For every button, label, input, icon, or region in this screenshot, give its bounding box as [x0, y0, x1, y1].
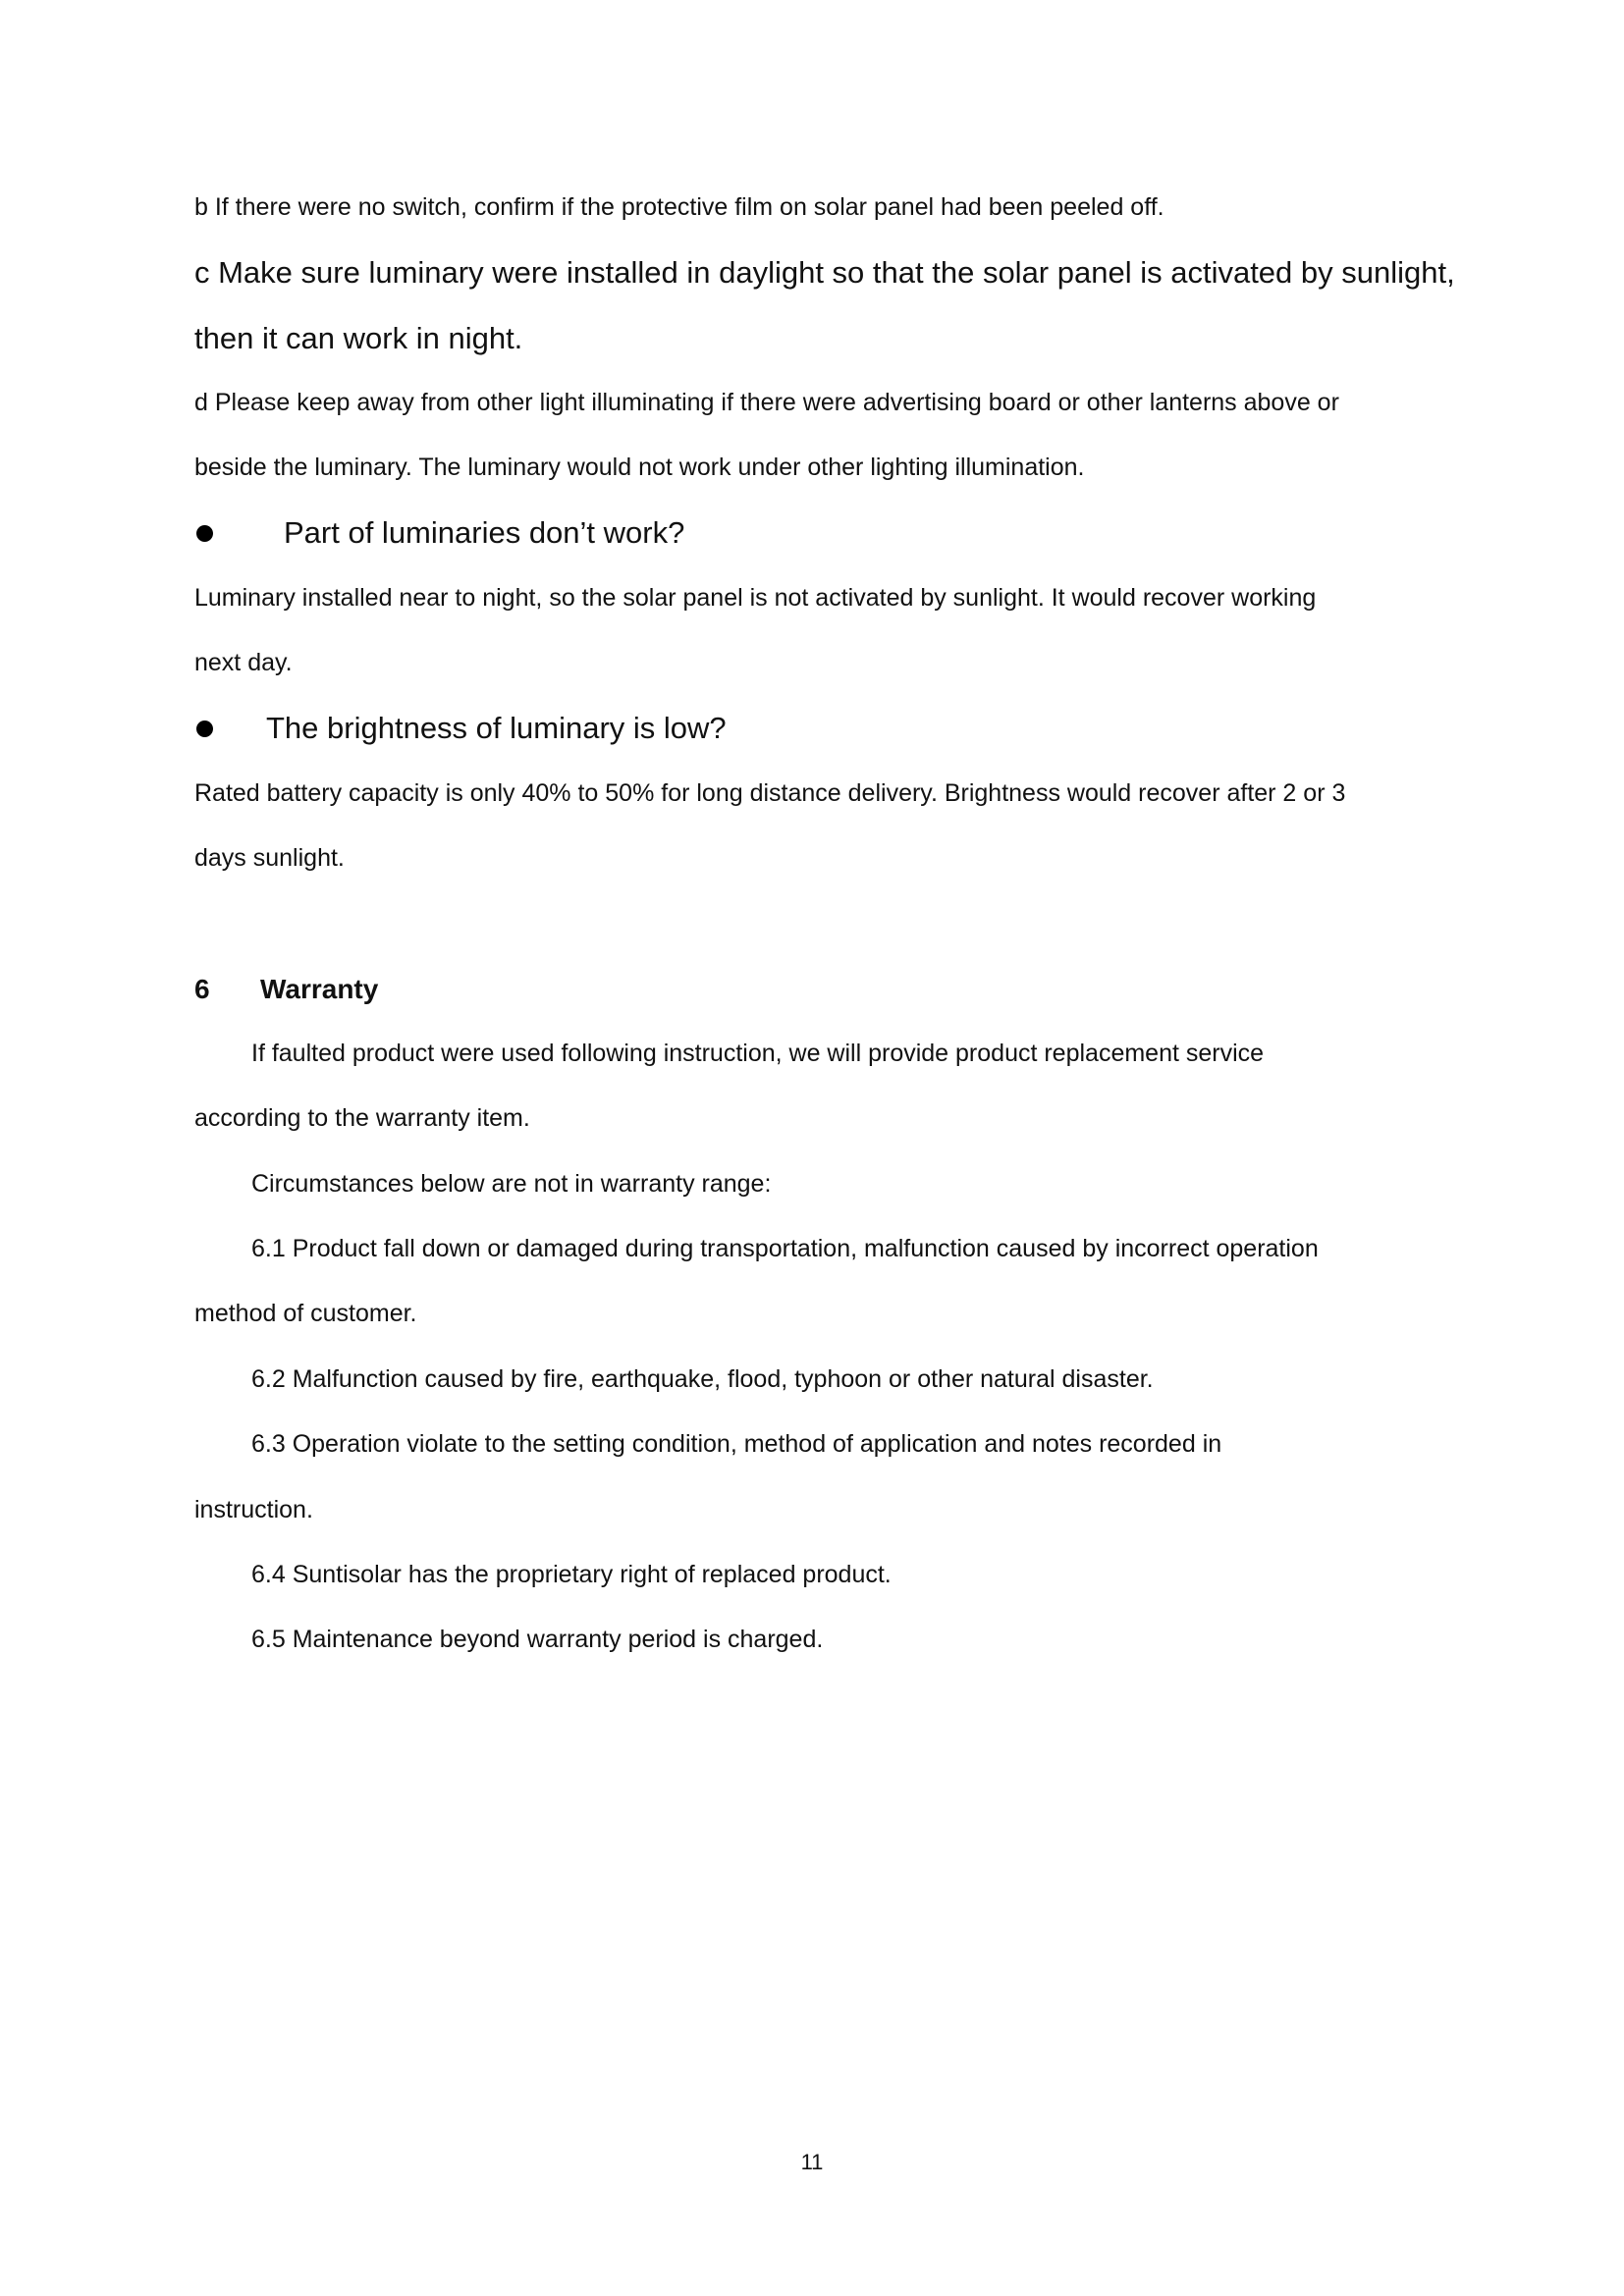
warranty-intro-2: according to the warranty item. — [194, 1104, 530, 1132]
warranty-item-6-3: 6.3 Operation violate to the setting condition, method of application and notes recorded in — [251, 1430, 1222, 1458]
warranty-item-6-3-cont: instruction. — [194, 1496, 313, 1523]
troubleshoot-line-c2: then it can work in night. — [194, 321, 523, 355]
bullet-answer-1b: next day. — [194, 649, 293, 676]
bullet-answer-2a: Rated battery capacity is only 40% to 50% for long distance delivery. Brightness would recover after 2 or 3 — [194, 779, 1346, 807]
section-number: 6 — [194, 974, 210, 1004]
page-number: 11 — [800, 2150, 824, 2174]
bullet-answer-2b: days sunlight. — [194, 844, 345, 872]
troubleshoot-line-c1: c Make sure luminary were installed in daylight so that the solar panel is activated by sunlight, — [194, 255, 1455, 290]
bullet-dot-icon — [196, 721, 213, 737]
warranty-circumstances: Circumstances below are not in warranty range: — [251, 1170, 772, 1198]
bullet-question-2: The brightness of luminary is low? — [266, 711, 727, 745]
troubleshoot-line-b: b If there were no switch, confirm if the protective film on solar panel had been peeled off. — [194, 193, 1164, 221]
warranty-item-6-4: 6.4 Suntisolar has the proprietary right of replaced product. — [251, 1561, 892, 1588]
warranty-item-6-5: 6.5 Maintenance beyond warranty period is charged. — [251, 1626, 824, 1653]
bullet-answer-1a: Luminary installed near to night, so the solar panel is not activated by sunlight. It would recover working — [194, 584, 1317, 612]
warranty-intro-1: If faulted product were used following instruction, we will provide product replacement service — [251, 1040, 1265, 1067]
warranty-item-6-2: 6.2 Malfunction caused by fire, earthquake, flood, typhoon or other natural disaster. — [251, 1365, 1154, 1393]
section-title: Warranty — [260, 974, 379, 1004]
bullet-question-1: Part of luminaries don’t work? — [284, 515, 685, 550]
warranty-item-6-1-cont: method of customer. — [194, 1300, 417, 1327]
warranty-item-6-1: 6.1 Product fall down or damaged during transportation, malfunction caused by incorrect operation — [251, 1235, 1319, 1262]
bullet-dot-icon — [196, 525, 213, 542]
troubleshoot-line-d1: d Please keep away from other light illuminating if there were advertising board or other lanterns above or — [194, 389, 1339, 416]
troubleshoot-line-d2: beside the luminary. The luminary would not work under other lighting illumination. — [194, 454, 1085, 481]
